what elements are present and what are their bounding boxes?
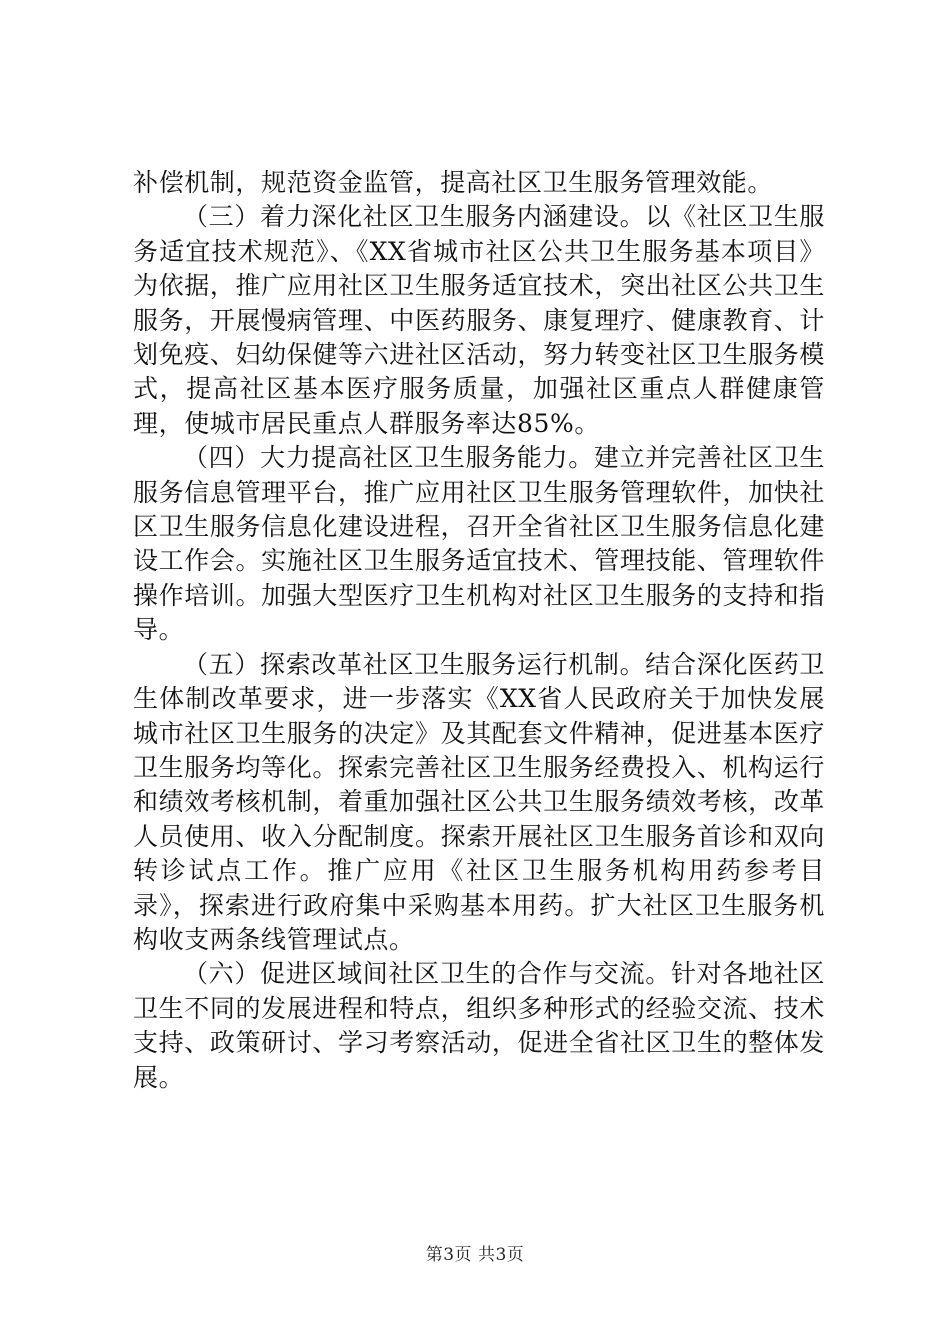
paragraph-section-3: （三）着力深化社区卫生服务内涵建设。以《社区卫生服务适宜技术规范》、《XX省城市社区公共卫生服务基本项目》为依据，推广应用社区卫生服务适宜技术，突出社区公共卫生服务，开展慢病管理、中医药服务、康复理疗、健康教育、计划免疫、妇幼保健等六进社区活动，努力转变社区卫生服务模式，提高社区基本医疗服务质量，加强社区重点人群健康管理，使城市居民重点人群服务率达85%。 [133,202,825,438]
page-number: 第3页 共3页 [425,1245,525,1265]
paragraph-continuation: 补偿机制，规范资金监管，提高社区卫生服务管理效能。 [133,168,774,197]
paragraph-section-5: （五）探索改革社区卫生服务运行机制。结合深化医药卫生体制改革要求，进一步落实《XX省人民政府关于加快发展城市社区卫生服务的决定》及其配套文件精神，促进基本医疗卫生服务均等化。探索完善社区卫生服务经费投入、机构运行和绩效考核机制，着重加强社区公共卫生服务绩效考核，改革人员使用、收入分配制度。探索开展社区卫生服务首诊和双向转诊试点工作。推广应用《社区卫生服务机构用药参考目录》，探索进行政府集中采购基本用药。扩大社区卫生服务机构收支两条线管理试点。 [133,649,825,954]
paragraph-section-4: （四）大力提高社区卫生服务能力。建立并完善社区卫生服务信息管理平台，推广应用社区卫生服务管理软件，加快社区卫生服务信息化建设进程，召开全省社区卫生服务信息化建设工作会。实施社区卫生服务适宜技术、管理技能、管理软件操作培训。加强大型医疗卫生机构对社区卫生服务的支持和指导。 [133,443,825,645]
paragraph-section-6: （六）促进区域间社区卫生的合作与交流。针对各地社区卫生不同的发展进程和特点，组织多种形式的经验交流、技术支持、政策研讨、学习考察活动，促进全省社区卫生的整体发展。 [133,959,825,1092]
page-footer [0,1244,950,1266]
document-body [133,166,825,1095]
